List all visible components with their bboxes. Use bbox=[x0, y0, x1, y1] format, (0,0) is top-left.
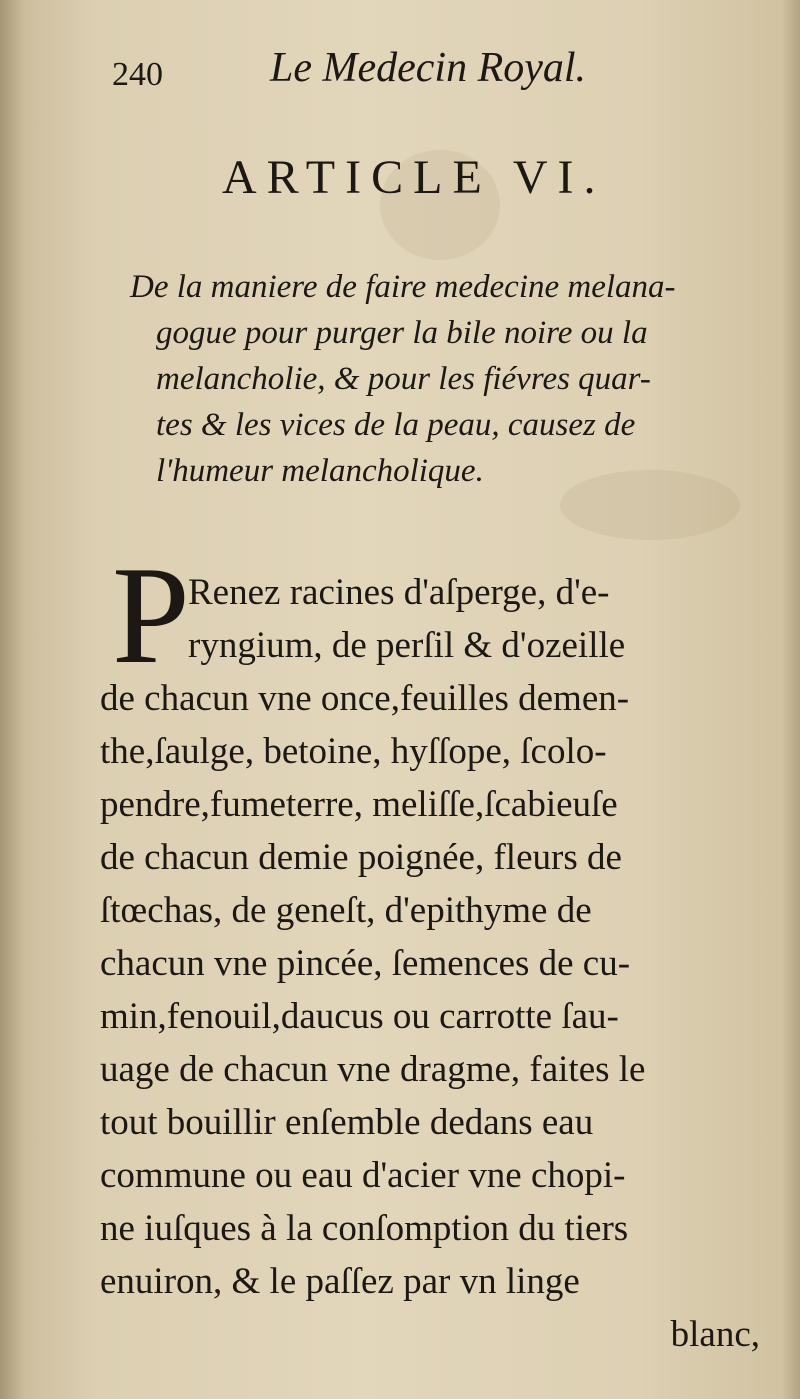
body-line: commune ou eau d'acier vne chopi- bbox=[100, 1155, 626, 1196]
body-line: min,fenouil,daucus ou carrotte ſau- bbox=[100, 996, 619, 1037]
running-head: Le Medecin Royal. bbox=[270, 45, 587, 91]
body-line: enuiron, & le paſſez par vn linge bbox=[100, 1261, 580, 1302]
body-line: ryngium, de perſil & d'ozeille bbox=[188, 625, 626, 666]
subtitle-line: tes & les vices de la peau, causez de bbox=[156, 407, 636, 443]
body-line: pendre,fumeterre, meliſſe,ſcabieuſe bbox=[100, 784, 618, 825]
body-line: ne iuſques à la conſomption du tiers bbox=[100, 1208, 629, 1249]
recipe-text bbox=[100, 538, 760, 1361]
subtitle-line: gogue pour purger la bile noire ou la bbox=[156, 315, 648, 351]
body-line: chacun vne pincée, ſemences de cu- bbox=[100, 943, 631, 984]
body-line: the,ſaulge, betoine, hyſſope, ſcolo- bbox=[100, 731, 607, 772]
article-title: ARTICLE VI. bbox=[222, 151, 606, 204]
subtitle-line: melancholie, & pour les fiévres quar- bbox=[156, 361, 651, 397]
subtitle-line: l'humeur melancholique. bbox=[156, 453, 484, 489]
body-line: ſtœchas, de geneſt, d'epithyme de bbox=[100, 890, 592, 931]
body-line: tout bouillir enſemble dedans eau bbox=[100, 1102, 594, 1143]
body-line: de chacun demie poignée, fleurs de bbox=[100, 837, 622, 878]
article-subtitle bbox=[104, 264, 764, 494]
body-line: uage de chacun vne dragme, faites le bbox=[100, 1049, 646, 1090]
drop-cap: P bbox=[112, 538, 190, 693]
subtitle-line: De la maniere de faire medecine melana- bbox=[130, 269, 676, 305]
catchword: blanc, bbox=[670, 1314, 760, 1355]
body-line: de chacun vne once,feuilles demen- bbox=[100, 678, 630, 719]
page-number: 240 bbox=[112, 56, 163, 93]
page-header bbox=[112, 44, 752, 100]
body-line: Renez racines d'aſperge, d'e- bbox=[188, 572, 610, 613]
